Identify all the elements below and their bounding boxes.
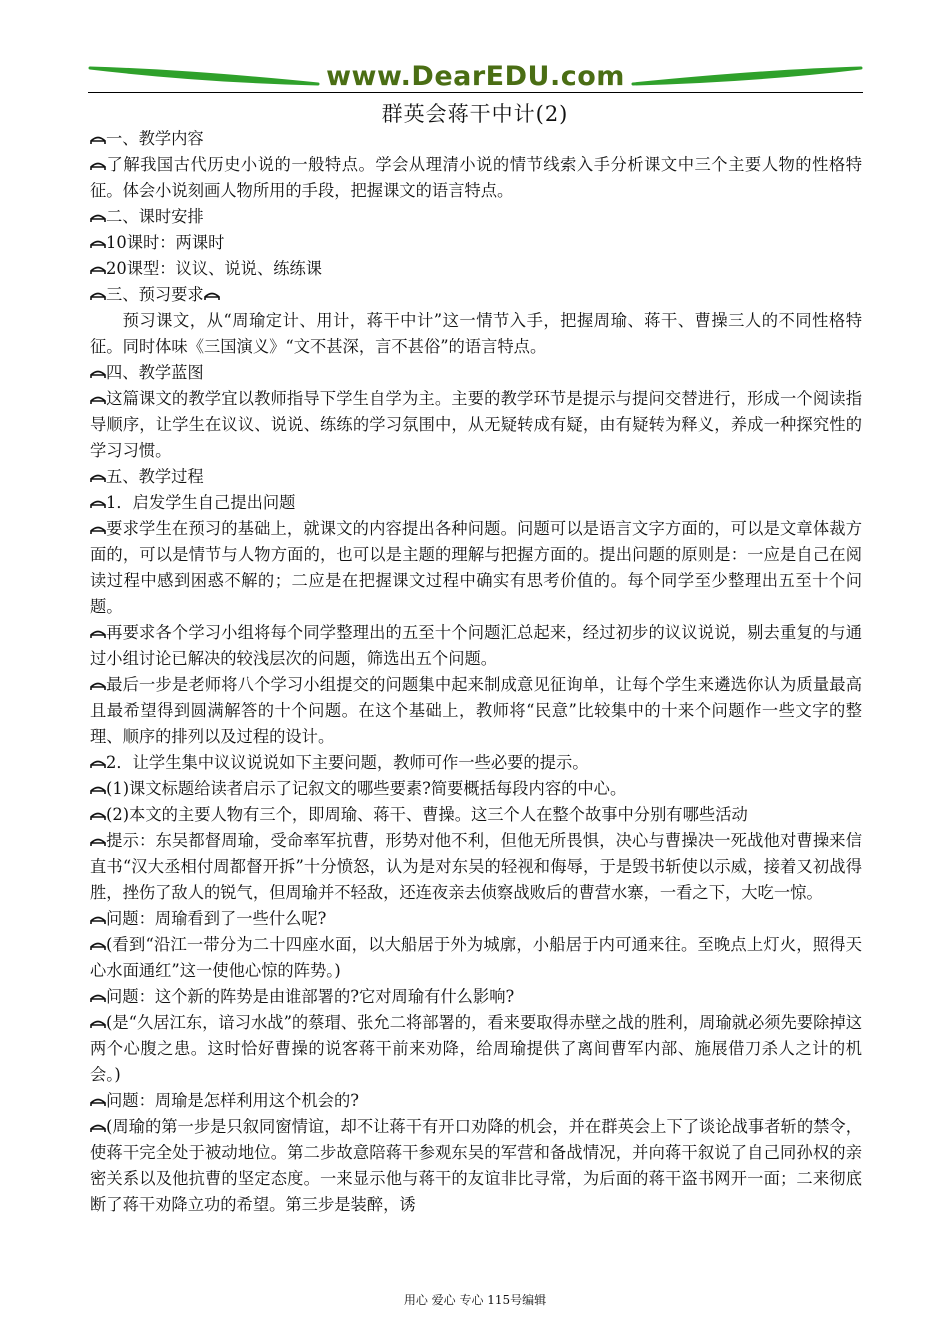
paragraph-text: 再要求各个学习小组将每个同学整理出的五至十个问题汇总起来，经过初步的议议说说，剔去重复的与通过小组讨论已解决的较浅层次的问题，筛选出五个问题。 xyxy=(90,623,862,668)
paragraph-text: 10课时：两课时 xyxy=(106,233,225,252)
paragraph xyxy=(90,256,862,282)
paragraph-text: 一、教学内容 xyxy=(106,129,204,148)
paragraph-text: 提示：东吴都督周瑜，受命率军抗曹，形势对他不利，但他无所畏惧，决心与曹操决一死战他对曹操来信直书“汉大丞相付周都督开拆”十分愤怒，认为是对东吴的轻视和侮辱，于是毁书斩使以示威，接着又初战得胜，挫伤了敌人的锐气，但周瑜并不轻敌，还连夜亲去侦察战败后的曹营水寨，一看之下，大吃一惊。 xyxy=(90,831,862,902)
paragraph-mark-icon xyxy=(90,497,106,509)
paragraph xyxy=(90,204,862,230)
paragraph xyxy=(90,516,862,620)
header-rule xyxy=(88,92,863,93)
paragraph-mark-icon xyxy=(90,211,106,223)
paragraph-mark-icon xyxy=(90,991,106,1003)
paragraph-mark-icon xyxy=(90,289,106,301)
paragraph-mark-icon xyxy=(90,939,106,951)
paragraph-mark-icon xyxy=(90,1121,106,1133)
paragraph xyxy=(90,308,862,360)
paragraph-text: (周瑜的第一步是只叙同窗情谊，却不让蒋干有开口劝降的机会，并在群英会上下了谈论战事者斩的禁令，使蒋干完全处于被动地位。第二步故意陪蒋干参观东吴的军营和备战情况，并向蒋干叙说了自己同孙权的亲密关系以及他抗曹的坚定态度。一来显示他与蒋干的友谊非比寻常，为后面的蒋干盗书网开一面；二来彻底断了蒋干劝降立功的希望。第三步是装醉，诱 xyxy=(90,1117,862,1214)
paragraph xyxy=(90,1010,862,1088)
paragraph-text: 要求学生在预习的基础上，就课文的内容提出各种问题。问题可以是语言文字方面的，可以是文章体裁方面的，可以是情节与人物方面的，也可以是主题的理解与把握方面的。提出问题的原则是：一应是自己在阅读过程中感到困惑不解的；二应是在把握课文过程中确实有思考价值的。每个同学至少整理出五至十个问题。 xyxy=(90,519,862,616)
paragraph-mark-icon xyxy=(90,783,106,795)
paragraph-mark-icon xyxy=(90,471,106,483)
paragraph xyxy=(90,802,862,828)
paragraph-text: 五、教学过程 xyxy=(106,467,204,486)
paragraph-mark-icon xyxy=(90,159,106,171)
paragraph xyxy=(90,490,862,516)
paragraph xyxy=(90,152,862,204)
paragraph-text: (1)课文标题给读者启示了记叙文的哪些要素?简要概括每段内容的中心。 xyxy=(106,779,627,798)
paragraph xyxy=(90,828,862,906)
paragraph-text: 了解我国古代历史小说的一般特点。学会从理清小说的情节线索入手分析课文中三个主要人物的性格特征。体会小说刻画人物所用的手段，把握课文的语言特点。 xyxy=(90,155,862,200)
paragraph-text: 问题：这个新的阵势是由谁部署的?它对周瑜有什么影响? xyxy=(106,987,515,1006)
paragraph-text: 2．让学生集中议议说说如下主要问题，教师可作一些必要的提示。 xyxy=(106,753,589,772)
document-body xyxy=(90,126,862,1218)
page-footer: 用心 爱心 专心 115号编辑 xyxy=(403,1293,547,1307)
paragraph-mark-icon xyxy=(90,523,106,535)
paragraph-mark-icon xyxy=(90,1017,106,1029)
paragraph-text: 最后一步是老师将八个学习小组提交的问题集中起来制成意见征询单，让每个学生来遴选你认为质量最高且最希望得到圆满解答的十个问题。在这个基础上，教师将“民意”比较集中的十来个问题作一些文字的整理、顺序的排列以及过程的设计。 xyxy=(90,675,862,746)
paragraph-mark-icon xyxy=(90,133,106,145)
paragraph-mark-icon xyxy=(90,679,106,691)
paragraph-text: (是“久居江东，谙习水战”的蔡瑁、张允二将部署的，看来要取得赤壁之战的胜利，周瑜就必须先要除掉这两个心腹之患。这时恰好曹操的说客蒋干前来劝降，给周瑜提供了离间曹军内部、施展借刀杀人之计的机会。) xyxy=(90,1013,862,1084)
paragraph xyxy=(90,230,862,256)
paragraph-mark-icon xyxy=(90,237,106,249)
paragraph xyxy=(90,906,862,932)
paragraph xyxy=(90,282,862,308)
paragraph-mark-icon xyxy=(90,627,106,639)
paragraph xyxy=(90,750,862,776)
paragraph-text: 1．启发学生自己提出问题 xyxy=(106,493,296,512)
paragraph-mark-icon xyxy=(90,1095,106,1107)
paragraph-text: (看到“沿江一带分为二十四座水面，以大船居于外为城廓，小船居于内可通来往。至晚点上灯火，照得天心水面通红”这一使他心惊的阵势。) xyxy=(90,935,862,980)
paragraph xyxy=(90,126,862,152)
paragraph xyxy=(90,672,862,750)
paragraph-text: 这篇课文的教学宜以教师指导下学生自学为主。主要的教学环节是提示与提问交替进行，形成一个阅读指导顺序，让学生在议议、说说、练练的学习氛围中，从无疑转成有疑，由有疑转为释义，养成一种探究性的学习习惯。 xyxy=(90,389,862,460)
site-url: www.DearEDU.com xyxy=(326,61,625,92)
paragraph-mark-icon xyxy=(90,835,106,847)
paragraph-mark-icon xyxy=(90,263,106,275)
paragraph xyxy=(90,1114,862,1218)
paragraph-text: 二、课时安排 xyxy=(106,207,204,226)
paragraph xyxy=(90,360,862,386)
paragraph-mark-icon xyxy=(90,809,106,821)
paragraph xyxy=(90,386,862,464)
paragraph-text: 20课型：议议、说说、练练课 xyxy=(106,259,323,278)
document-title: 群英会蒋干中计(2) xyxy=(381,102,569,126)
paragraph-text: 问题：周瑜看到了一些什么呢? xyxy=(106,909,327,928)
paragraph-mark-icon xyxy=(90,913,106,925)
paragraph-mark-icon xyxy=(204,289,220,301)
paragraph xyxy=(90,620,862,672)
paragraph xyxy=(90,932,862,984)
paragraph-mark-icon xyxy=(90,757,106,769)
paragraph-text: 四、教学蓝图 xyxy=(106,363,204,382)
paragraph xyxy=(90,1088,862,1114)
paragraph-text: 问题：周瑜是怎样利用这个机会的? xyxy=(106,1091,359,1110)
paragraph-mark-icon xyxy=(90,393,106,405)
paragraph xyxy=(90,464,862,490)
paragraph xyxy=(90,776,862,802)
paragraph-text: (2)本文的主要人物有三个，即周瑜、蒋干、曹操。这三个人在整个故事中分别有哪些活动 xyxy=(106,805,748,824)
paragraph-mark-icon xyxy=(90,367,106,379)
paragraph-text: 预习课文，从“周瑜定计、用计，蒋干中计”这一情节入手，把握周瑜、蒋干、曹操三人的不同性格特征。同时体味《三国演义》“文不甚深，言不甚俗”的语言特点。 xyxy=(90,311,862,356)
paragraph-text: 三、预习要求 xyxy=(106,285,204,304)
paragraph xyxy=(90,984,862,1010)
